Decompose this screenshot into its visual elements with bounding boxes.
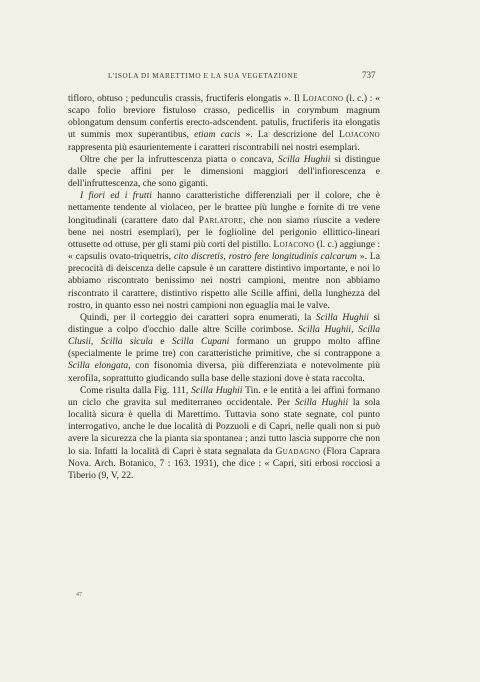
author-name: Parlatore bbox=[198, 214, 244, 226]
text-run: (l. c.) : « scapo folio breviore fistuloso crasso, pedicellis in corymbum magnum oblongatum densum confertis erecto-adscendent. patulis, fructiferis ita elongatis ut summis mox superantibus, bbox=[68, 93, 380, 141]
text-run: formano un gruppo molto affine (specialmente le prime tre) con caratteristiche primitive, che si contrappone a bbox=[68, 336, 380, 360]
text-run: si distingue a colpo d'occhio dalle altre Scille corimbose. bbox=[68, 311, 380, 335]
author-name: Guadagno bbox=[275, 445, 321, 457]
paragraph bbox=[68, 93, 380, 154]
running-head: L'ISOLA DI MARETTIMO E LA SUA VEGETAZIONE bbox=[108, 72, 299, 80]
text-run: con fisonomia diversa, più differenziata e notevolmente più xerofila, soprattutto giudicando sulla base delle stazioni dove è stata raccolta. bbox=[68, 360, 380, 384]
text-run: Oltre che per la infruttescenza piatta o concava, bbox=[80, 153, 278, 165]
text-run: e bbox=[152, 336, 172, 348]
text-run: (l. c.) aggiunge : « capsulis ovato-triquetris, bbox=[68, 238, 380, 263]
italic-text: Scilla elongata, bbox=[68, 360, 131, 372]
text-run: Tin. e le entità a lei affini formano un ciclo che gravita sul mediterraneo occidentale. Per bbox=[68, 384, 380, 408]
italic-text: cito discretis, rostro fere longitudinis calcarum bbox=[173, 251, 357, 263]
author-name: Lojacono bbox=[273, 238, 315, 250]
author-name: Lojacono bbox=[339, 129, 380, 141]
italic-text: Scilla Hughii bbox=[277, 153, 331, 165]
text-run: ». La descrizione del bbox=[240, 129, 340, 141]
author-name: Lojacono bbox=[302, 93, 344, 104]
text-run: rappresenta più esaurientemente i caratteri riscontrabili nei nostri esemplari. bbox=[68, 141, 360, 153]
text-run: ». La precocità di deiscenza delle capsule è un carattere distintivo importante, e noi lo abbiamo riscontrato benissimo nei nostri campioni, mentre non abbiamo riscontrato il carattere, distintivo rispetto alle Scille affini, della lunghezza del rostro, in quanto esso nei nostri campioni non eguaglia mai le valve. bbox=[68, 251, 380, 311]
italic-text: I fiori ed i frutti bbox=[80, 190, 152, 202]
signature-mark: 47 bbox=[76, 592, 82, 598]
text-run: hanno caratteristiche differenziali per il colore, che è nettamente tendente al violaceo, per le brattee più lunghe e fornite di tre vene longitudinali (carattere dato dal bbox=[68, 190, 380, 226]
body-text bbox=[68, 93, 380, 482]
text-run: Come risulta dalla Fig. 111, bbox=[80, 384, 192, 396]
text-run: Quindi, per il corteggio dei caratteri sopra enumerati, la bbox=[80, 311, 316, 323]
paragraph bbox=[68, 190, 380, 312]
italic-text: Scilla Cupani bbox=[171, 336, 230, 348]
italic-text: Scilla Hughii bbox=[191, 384, 243, 396]
paragraph bbox=[68, 154, 380, 190]
text-run: la sola località sicura è quella di Marettimo. Tuttavia sono state segnate, col punto interrogativo, anche le due località di Pozzuoli e di Capri, nelle quali non si può avere la sicurezza che la pianta sia spontanea ; anzi tutto lascia supporre che non lo sia. Infatti la località di Capri è stata segnalata da bbox=[68, 396, 380, 457]
italic-text: etiam cacis bbox=[194, 129, 241, 141]
page-number: 737 bbox=[362, 70, 376, 80]
paragraph bbox=[68, 312, 380, 385]
text-run: (Flora Caprara Nova. Arch. Botanico, 7 : 163. 1931), che dice : « Capri, siti erbosi rocciosi a Tiberio (9, V, 22. bbox=[68, 445, 380, 481]
text-run: tifloro, obtuso ; pedunculis crassis, fructiferis elongatis ». Il bbox=[68, 93, 303, 104]
paragraph bbox=[68, 385, 380, 482]
italic-text: Scilla Hughii, Scilla Clusii, Scilla sicula bbox=[68, 323, 380, 348]
text-run: , che non siamo riuscite a vedere bene nei nostri esemplari), per le foglioline del perigonio ellittico-lineari ottusette od ottuse, per gli stami più corti del pistillo. bbox=[68, 214, 380, 250]
italic-text: Scilla Hughii bbox=[294, 396, 349, 408]
italic-text: Scilla Hughii bbox=[315, 311, 369, 323]
text-run: si distingue dalle specie affini per le dimensioni maggiori dell'infiorescenza e dell'infruttescenza, che sono giganti. bbox=[68, 153, 380, 190]
